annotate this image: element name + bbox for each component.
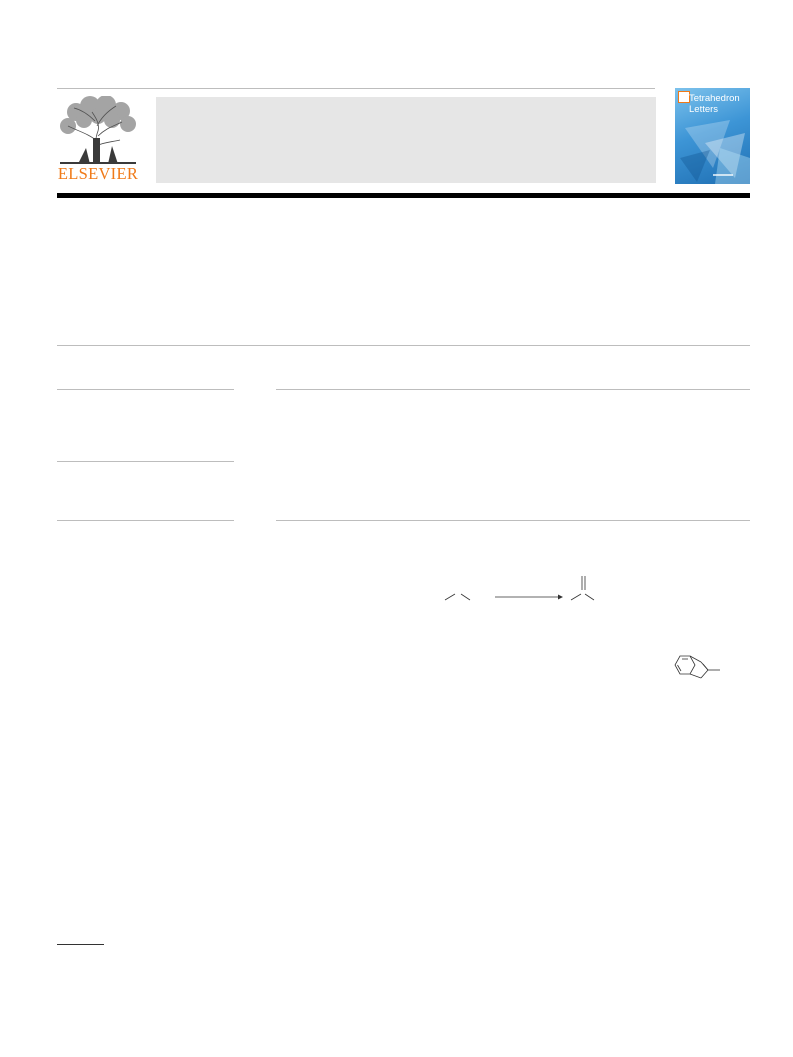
benzoxazole-structure-icon — [664, 650, 740, 688]
tree-icon — [56, 96, 140, 166]
header-thick-rule — [57, 193, 750, 198]
journal-banner — [156, 97, 656, 183]
article-info-divider — [57, 345, 750, 346]
reaction-scheme — [440, 570, 610, 610]
journal-cover-title: Tetrahedron Letters — [689, 93, 740, 115]
publisher-logo — [56, 96, 140, 186]
reaction-arrow-icon — [558, 595, 563, 600]
footnote-divider — [57, 944, 104, 945]
publisher-name: ELSEVIER — [57, 164, 139, 183]
sidebar-divider-top — [57, 389, 234, 390]
sidebar-divider-bottom — [57, 520, 234, 521]
abstract-divider-bottom — [276, 520, 750, 521]
journal-cover[interactable] — [675, 88, 750, 184]
abstract-divider-top — [276, 389, 750, 390]
top-divider — [57, 88, 655, 89]
sidebar-divider-middle — [57, 461, 234, 462]
